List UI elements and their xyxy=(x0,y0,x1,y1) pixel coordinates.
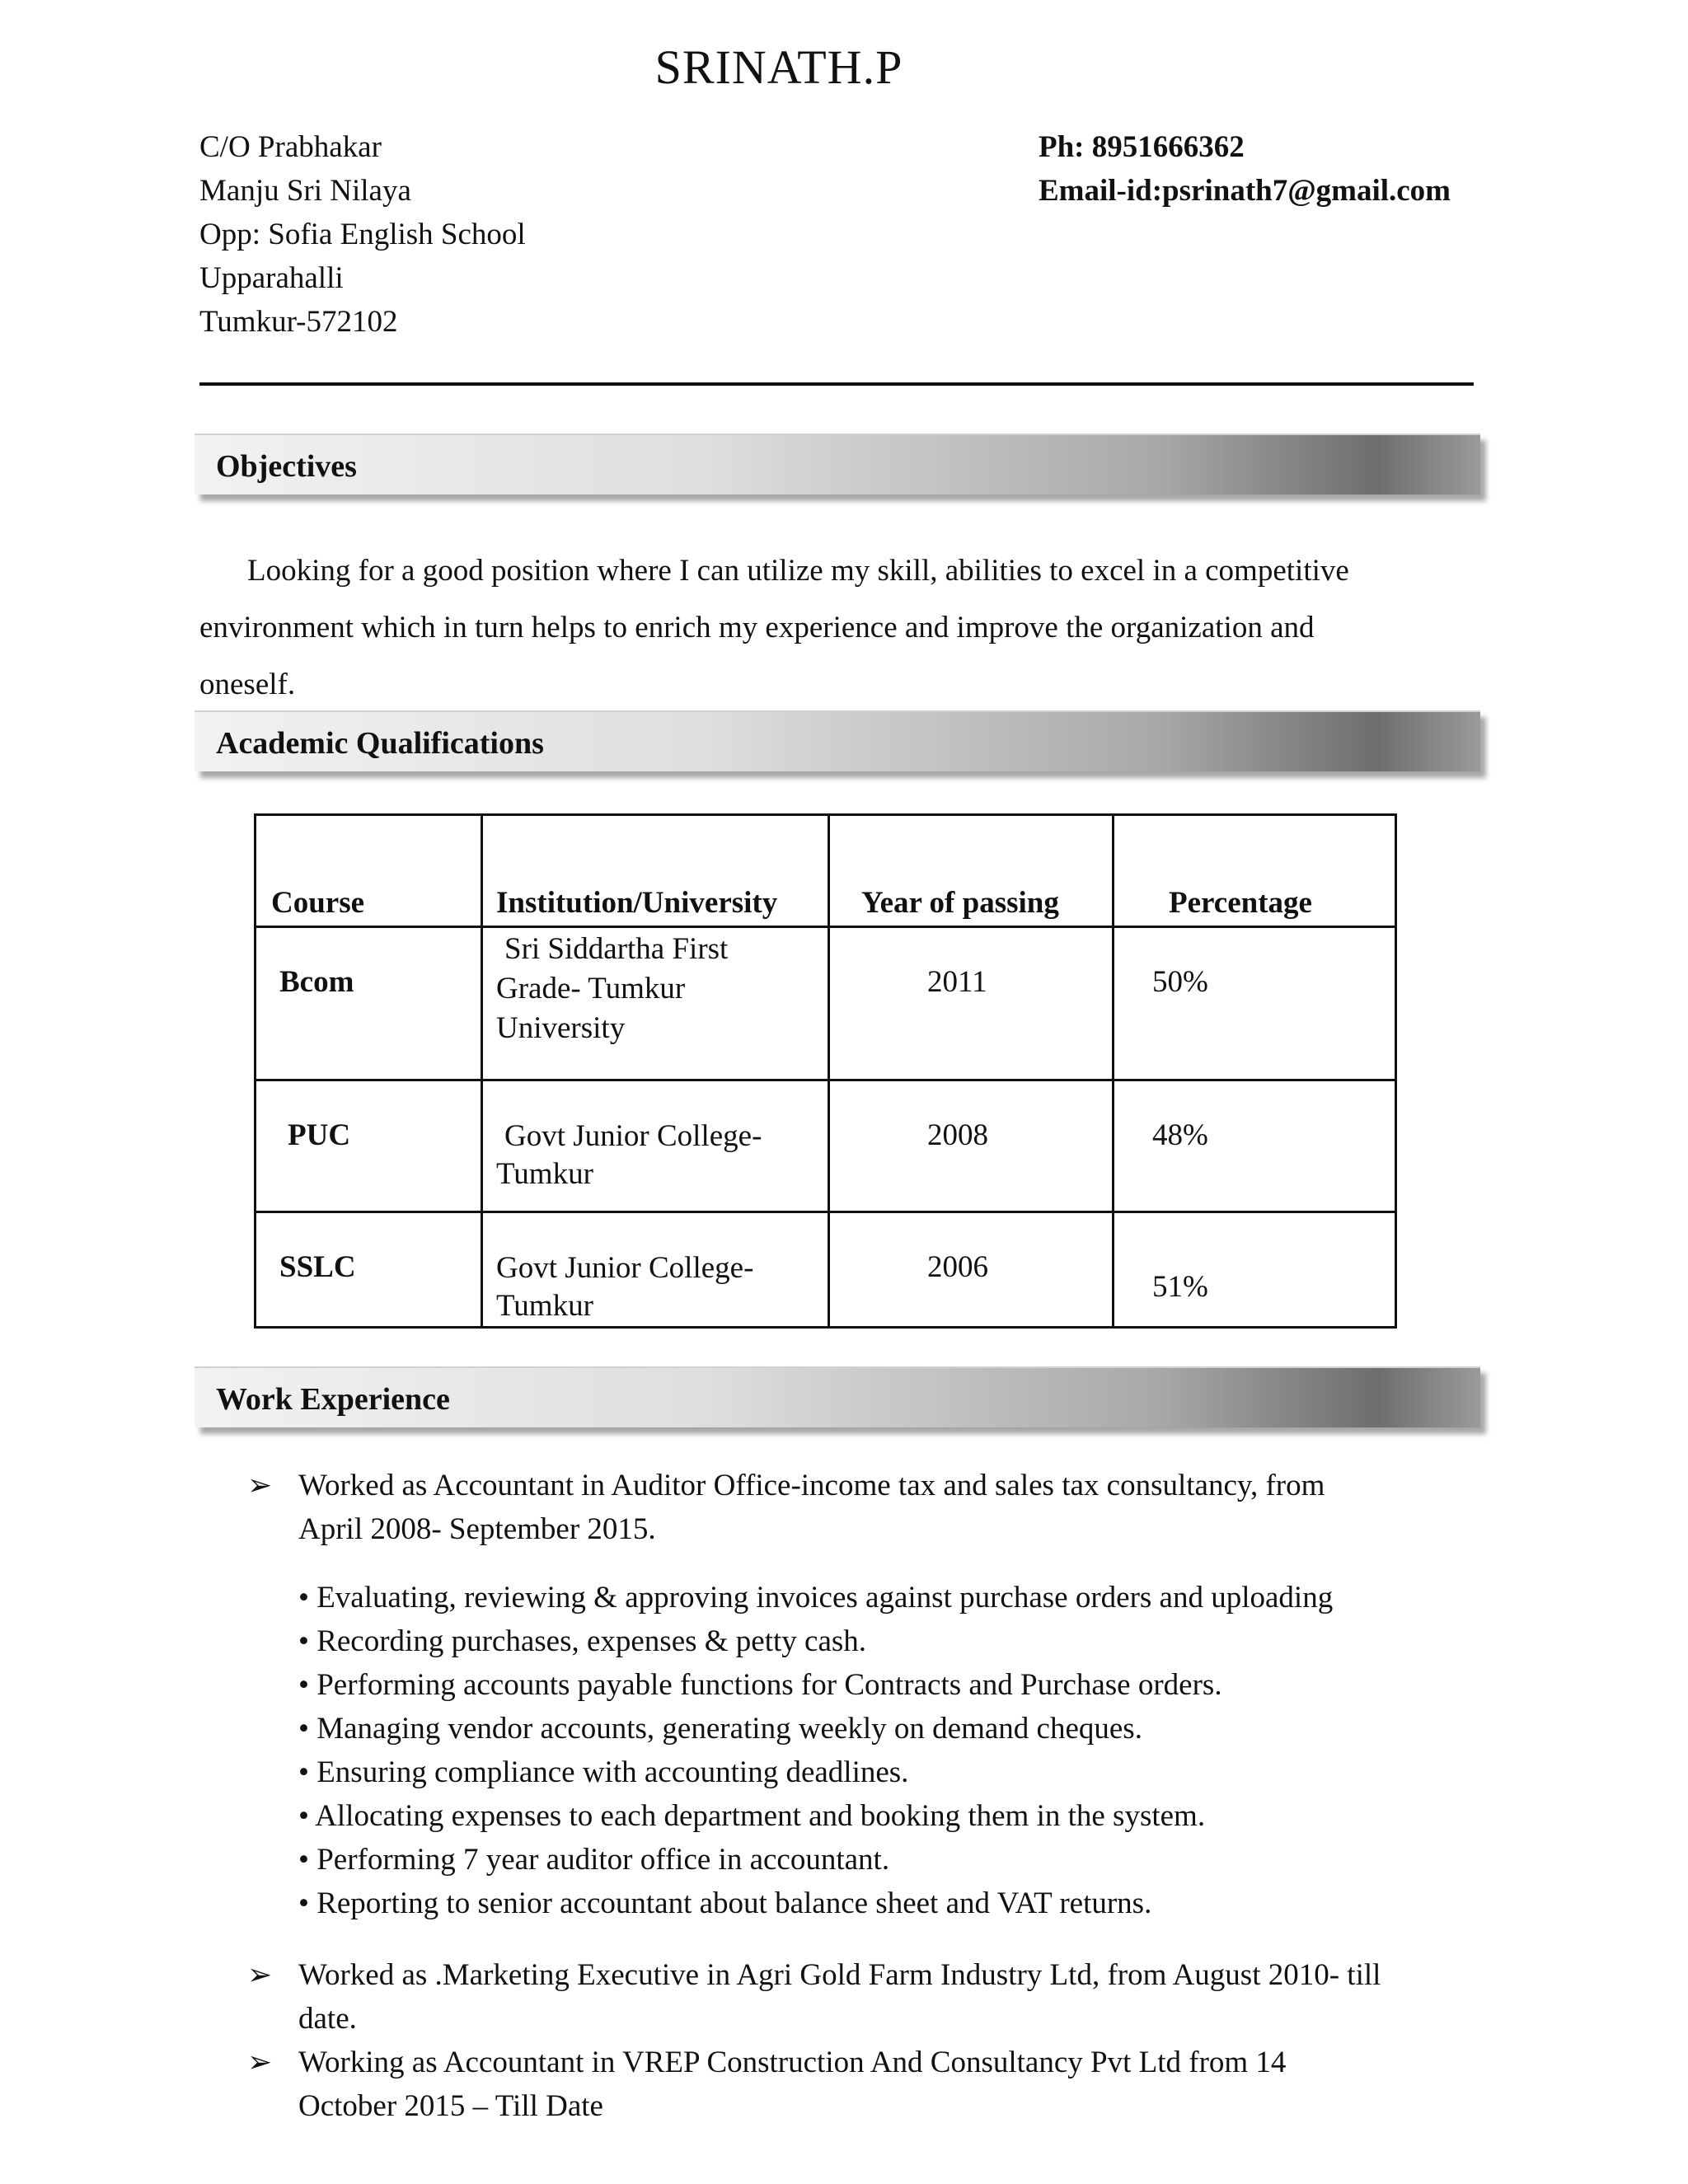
cell-percentage: 48% xyxy=(1152,1118,1208,1152)
duty-item: • Ensuring compliance with accounting deadlines. xyxy=(298,1755,909,1789)
cell-year: 2011 xyxy=(927,965,987,999)
cell-year: 2008 xyxy=(927,1118,988,1152)
cell-course: Bcom xyxy=(279,965,354,999)
phone-number: Ph: 8951666362 xyxy=(1039,130,1245,164)
cell-course: SSLC xyxy=(279,1250,356,1284)
work-item-line: Worked as .Marketing Executive in Agri Gold Farm Industry Ltd, from August 2010- till xyxy=(298,1958,1381,1992)
header-course: Course xyxy=(271,886,365,920)
academic-table xyxy=(254,813,1397,1329)
duty-item: • Evaluating, reviewing & approving invoices against purchase orders and uploading xyxy=(298,1581,1334,1615)
header-divider xyxy=(199,382,1474,386)
work-item-line: Working as Accountant in VREP Construction And Consultancy Pvt Ltd from 14 xyxy=(298,2046,1287,2079)
work-section-bar xyxy=(195,1366,1480,1427)
duty-item: • Managing vendor accounts, generating weekly on demand cheques. xyxy=(298,1712,1142,1746)
arrow-bullet-icon: ➢ xyxy=(247,2046,273,2079)
institution-line: Sri Siddartha First xyxy=(504,932,729,966)
section-title: Objectives xyxy=(216,449,357,484)
institution-line: University xyxy=(496,1011,626,1045)
section-title: Academic Qualifications xyxy=(216,726,544,761)
cell-course: PUC xyxy=(288,1118,351,1152)
work-item-line: October 2015 – Till Date xyxy=(298,2089,603,2123)
cell-institution xyxy=(496,1118,762,1193)
objective-line: environment which in turn helps to enrich my experience and improve the organization and xyxy=(199,611,1315,644)
table-row xyxy=(256,1080,1396,1212)
cell-institution xyxy=(496,1249,753,1325)
table-row xyxy=(256,1212,1396,1328)
email-address: Email-id:psrinath7@gmail.com xyxy=(1039,174,1451,208)
duty-item: • Performing accounts payable functions for Contracts and Purchase orders. xyxy=(298,1668,1222,1702)
address-line: Manju Sri Nilaya xyxy=(199,174,411,208)
institution-line: Govt Junior College- xyxy=(504,1119,762,1153)
institution-line: Tumkur xyxy=(496,1157,593,1191)
table-header-row xyxy=(256,815,1396,927)
header-year: Year of passing xyxy=(861,886,1059,920)
objectives-section-bar xyxy=(195,434,1480,494)
institution-line: Tumkur xyxy=(496,1289,593,1323)
address-line: Opp: Sofia English School xyxy=(199,218,526,251)
duty-item: • Allocating expenses to each department and booking them in the system. xyxy=(298,1799,1206,1833)
duties-list xyxy=(298,1576,1333,1925)
contact-block xyxy=(1039,125,1451,213)
cell-percentage: 51% xyxy=(1152,1270,1208,1304)
objective-paragraph xyxy=(199,542,1485,713)
address-block xyxy=(199,125,526,344)
cell-percentage: 50% xyxy=(1152,965,1208,999)
work-item-line: date. xyxy=(298,2002,357,2036)
cell-institution xyxy=(496,930,728,1048)
objective-line: Looking for a good position where I can utilize my skill, abilities to excel in a competitive xyxy=(247,554,1349,588)
address-line: C/O Prabhakar xyxy=(199,130,382,164)
header-institution: Institution/University xyxy=(496,886,778,920)
institution-line: Govt Junior College- xyxy=(496,1251,754,1285)
work-item-line: Worked as Accountant in Auditor Office-income tax and sales tax consultancy, from xyxy=(298,1469,1325,1502)
table-row xyxy=(256,927,1396,1080)
work-item-line: April 2008- September 2015. xyxy=(298,1512,656,1546)
duty-item: • Performing 7 year auditor office in accountant. xyxy=(298,1843,890,1877)
header-percentage: Percentage xyxy=(1169,886,1312,920)
arrow-bullet-icon: ➢ xyxy=(247,1958,273,1991)
arrow-bullet-icon: ➢ xyxy=(247,1469,273,1502)
academic-section-bar xyxy=(195,710,1480,771)
duty-item: • Reporting to senior accountant about balance sheet and VAT returns. xyxy=(298,1886,1152,1920)
objective-line: oneself. xyxy=(199,668,296,701)
address-line: Upparahalli xyxy=(199,261,344,295)
section-title: Work Experience xyxy=(216,1382,450,1417)
address-line: Tumkur-572102 xyxy=(199,305,398,339)
duty-item: • Recording purchases, expenses & petty cash. xyxy=(298,1624,867,1658)
candidate-name: SRINATH.P xyxy=(654,40,903,94)
institution-line: Grade- Tumkur xyxy=(496,972,686,1005)
cell-year: 2006 xyxy=(927,1250,988,1284)
